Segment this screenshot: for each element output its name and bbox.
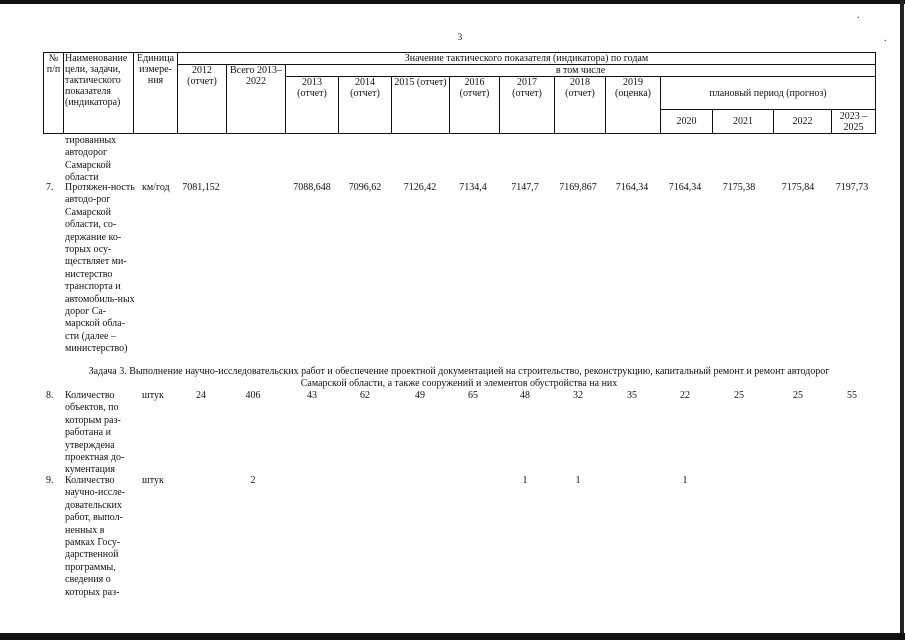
indicator-name: Протяжен-ность автодо-рог Самарской области, со-держание ко-торых осу-ществляет ми-нистерство транспорта и автомобиль-ных дорог Са-марской обла-сти (далее – министерство) (65, 182, 135, 355)
value-2019: 7164,34 (615, 182, 649, 193)
header-2022: 2022 (774, 110, 832, 134)
header-including: в том числе (286, 65, 876, 77)
header-no: № п/п (44, 53, 64, 134)
page-top-border (0, 0, 905, 4)
header-2021: 2021 (713, 110, 774, 134)
value-2021: 7175,38 (722, 182, 756, 193)
value-2020: 1 (682, 475, 688, 486)
value-total: 2 (250, 475, 256, 486)
value-2016: 65 (468, 390, 478, 401)
value-total: 406 (245, 390, 261, 401)
header-2016: 2016 (отчет) (450, 77, 500, 134)
page-bottom-border (0, 633, 905, 640)
value-2015: 49 (415, 390, 425, 401)
value-2020: 7164,34 (668, 182, 702, 193)
header-planned: плановый период (прогноз) (661, 77, 876, 110)
value-2019: 35 (627, 390, 637, 401)
header-2013: 2013 (отчет) (286, 77, 339, 134)
unit-cell: штук (142, 475, 164, 486)
page-right-border (900, 0, 904, 640)
header-total: Всего 2013–2022 (227, 65, 286, 134)
value-2023-2025: 7197,73 (835, 182, 869, 193)
value-2017: 7147,7 (511, 182, 539, 193)
row-number: 8. (46, 390, 54, 401)
value-2018: 7169,867 (559, 182, 597, 193)
corner-mark-top: . (857, 10, 860, 21)
value-2013: 7088,648 (293, 182, 331, 193)
indicator-name: Количество объектов, по которым раз-работана и утверждена проектная до-кументация (65, 390, 125, 476)
header-2019: 2019 (оценка) (606, 77, 661, 134)
value-2014: 62 (360, 390, 370, 401)
value-2023-2025: 55 (847, 390, 857, 401)
value-2018: 1 (575, 475, 581, 486)
header-2012: 2012 (отчет) (178, 65, 227, 134)
value-2017: 48 (520, 390, 530, 401)
continued-indicator-name: тированных автодорог Самарской области (65, 135, 117, 184)
header-2018: 2018 (отчет) (555, 77, 606, 134)
header-unit: Единица измере-ния (134, 53, 178, 134)
corner-mark-right: . (884, 33, 887, 44)
row-number: 9. (46, 475, 54, 486)
header-name: Наименование цели, задачи, тактического показателя (индикатора) (64, 53, 134, 134)
header-2017: 2017 (отчет) (500, 77, 555, 134)
unit-cell: км/год (142, 182, 170, 193)
task-3-title-line-2: Самарской области, а также сооружений и элементов обустройства на них (300, 378, 618, 389)
value-2017: 1 (522, 475, 528, 486)
indicator-table-body (43, 135, 875, 633)
value-2022: 7175,84 (781, 182, 815, 193)
indicator-name: Количество научно-иссле-довательских работ, выпол-ненных в рамках Госу-дарственной программы, сведения о которых раз- (65, 475, 125, 598)
value-2012: 24 (196, 390, 206, 401)
value-2021: 25 (734, 390, 744, 401)
value-2012: 7081,152 (182, 182, 220, 193)
value-2018: 32 (573, 390, 583, 401)
header-2020: 2020 (661, 110, 713, 134)
value-2016: 7134,4 (459, 182, 487, 193)
row-number: 7. (46, 182, 54, 193)
value-2013: 43 (307, 390, 317, 401)
header-2023-2025: 2023 – 2025 (832, 110, 876, 134)
header-2014: 2014 (отчет) (339, 77, 392, 134)
value-2015: 7126,42 (403, 182, 437, 193)
task-3-title-line-1: Задача 3. Выполнение научно-исследовательских работ и обеспечение проектной документацией на строительство, реконструкцию, капитальный ремонт и ремонт автодорог (88, 366, 830, 377)
value-2022: 25 (793, 390, 803, 401)
indicator-table-header (43, 52, 876, 134)
unit-cell: штук (142, 390, 164, 401)
page-number: 3 (457, 32, 463, 42)
value-2014: 7096,62 (348, 182, 382, 193)
header-2015: 2015 (отчет) (392, 77, 450, 134)
header-group-title: Значение тактического показателя (индикатора) по годам (178, 53, 876, 65)
value-2020: 22 (680, 390, 690, 401)
